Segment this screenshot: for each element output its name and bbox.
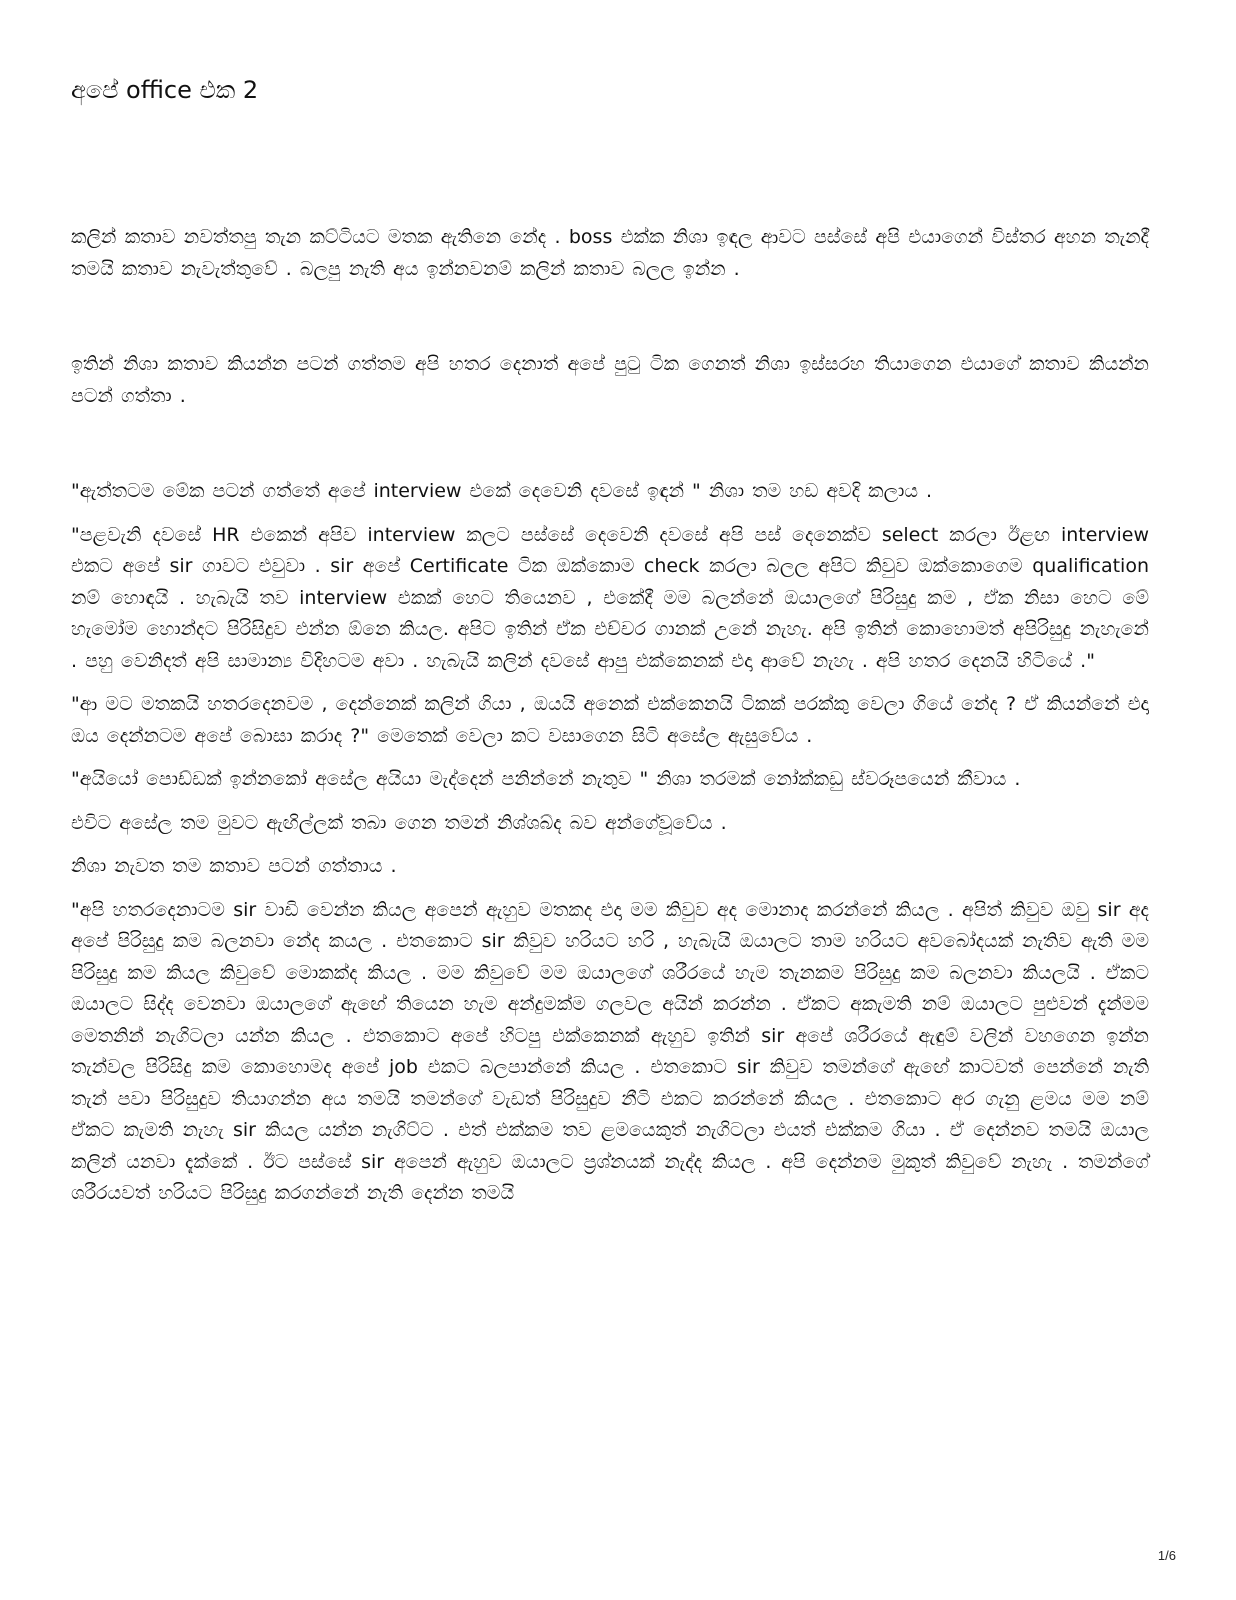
paragraph-6: "අයියෝ පොඩ්ඩක් ඉන්නකෝ අසේල අයියා මැද්දෙන් පනින්නේ නැතුව " නිශා තරමක් නෝක්කඩු ස්වරූපයෙන් කීවාය . xyxy=(71,768,1021,790)
paragraph-1: කලින් කතාව නවත්තපු තැන කට්ටියට මතක ඇතිනෙ නේද . boss එක්ක නිශා ඉඳල ආවට පස්සේ අපි එයාගෙන් විස්තර අහන තැනදී තමයි කතාව නැවැත්තුවේ . බලපු නැති අය ඉන්නවනම් කලින් කතාව බලල ඉන්න . xyxy=(71,226,1149,280)
paragraph-5: "ආ මට මතකයි හතරදෙනවම , දෙන්නෙක් කලින් ගියා , ඔයයි අනෙක් එක්කෙනයි ටිකක් පරක්කු වෙලා ගියේ නේද ? ඒ කියන්නේ එදා ඔය දෙන්නටම අපේ බොසා කරාද ?" මෙතෙක් වෙලා කට වසාගෙන සිටි අසේල ඇසුවේය . xyxy=(71,693,1149,747)
paragraph-3: "ඇත්තටම මේක පටන් ගත්තේ අපේ interview එකේ දෙවෙනි දවසේ ඉඳන් " නිශා තම හඩ අවදි කලාය . xyxy=(71,480,933,502)
document-body xyxy=(71,222,1149,1210)
paragraph-8: නිශා නැවත තම කතාව පටන් ගත්තාය . xyxy=(71,855,397,877)
document-title: අපේ office එක 2 xyxy=(71,76,259,104)
page-number: 1/6 xyxy=(1157,1548,1176,1563)
paragraph-9: "අපි හතරදෙනාටම sir වාඩි වෙන්න කියල අපෙන් ඇහුව මතකද එදා මම කිවුව අද මොනාද කරන්නේ කියල . අපිත් කිවුව ඔවු sir අද අපේ පිරිසුදු කම බලනවා නේද කයල . එතකොට sir කිවුව හරියට හරි , හැබැයි ඔයාලට තාම හරියට අවබෝදයක් නැතිව ඇති මම පිරිසුදු කම කියල කිවුවේ මොකක්ද කියල . මම කිවුවේ මම ඔයාලගේ ශරීරයේ හැම තැනකම පිරිසුදු කම බලනවා කියලයි . ඒකට ඔයාලට සිද්ද වෙනවා ඔයාලගේ ඇඟේ තියෙන හැම අන්දුමක්ම ගලවල අයින් කරන්න . ඒකට අකැමති නම් ඔයාලට පුළුවන් දැන්මම මෙතනින් නැගිටලා යන්න කියල . එතකොට අපේ හිටපු එක්කෙනක් ඇහුව ඉතින් sir අපේ ශරීරයේ ඇඳුම් වලින් වහගෙන ඉන්න තැන්වල පිරිසිදු කම කොහොමද අපේ job එකට බලපාන්නේ කියල . එතකොට sir කිවුව තමන්ගේ ඇඟේ කාටවත් පෙන්නේ නැති තැන් පවා පිරිසුදුව තියාගන්න අය තමයි තමන්ගේ වැඩත් පිරිසුදුව නීටි එකට කරන්නේ කියල . එතකොට අර ගැනු ළමය මම නම් ඒකට කැමති නැහැ sir කියල යන්න නැගිට්ට . එත් එක්කම තව ළමයෙකුත් නැගිටලා එයත් එක්කම ගියා . ඒ දෙන්නව තමයි ඔයාල කලින් යනවා දැක්කේ . ඊට පස්සේ sir අපෙන් ඇහුව ඔයාලට ප්‍රශ්නයක් නැද්ද කියල . අපි දෙන්නම මුකුත් කිවුවේ නැහැ . තමන්ගේ ශරීරයවත් හරියට පිරිසුදු කරගන්නේ නැති දෙන්න තමයි xyxy=(71,898,1149,1204)
paragraph-2: ඉතින් නිශා කතාව කියන්න පටන් ගත්තම අපි හතර දෙනාත් අපේ පුටු ටික ගෙනත් නිශා ඉස්සරහ තියාගෙන එයාගේ කතාව කියන්න පටන් ගත්තා . xyxy=(71,353,1149,407)
paragraph-7: එවිට අසේල තම මුවට ඇඟිල්ලක් තබා ගෙන තමන් නිශ්ශබ්ද බව අන්ගේවූවේය . xyxy=(71,811,727,834)
paragraph-4: "පළවැනි දවසේ HR එකෙන් අපිව interview කලට පස්සේ දෙවෙනි දවසේ අපි පස් දෙනෙක්ව select කරලා ඊළඟ interview එකට අපේ sir ගාවට එවුවා . sir අපේ Certificate ටික ඔක්කොම check කරලා බලල අපිට කිවුව ඔක්කොගෙම qualification නම් හොඳයි . හැබැයි තව interview එකක් හෙට තියෙනව , එකේදී මම බලන්නේ ඔයාලගේ පිරිසුදු කම , ඒක නිසා හෙට මේ හැමෝම හොන්දට පිරිසිදුව එන්න ඕනෙ කියල. අපිට ඉතින් ඒක එච්චර ගානක් උනේ නැහැ. අපි ඉතින් කොහොමත් අපිරිසුදු නැහැනේ . පහු වෙනිදත් අපි සාමාන්‍ය විදිහටම අවා . හැබැයි කලින් දවසේ ආපු එක්කෙනක් එදා ආවේ නැහැ . අපි හතර දෙනයි හිටියේ ." xyxy=(71,523,1149,672)
